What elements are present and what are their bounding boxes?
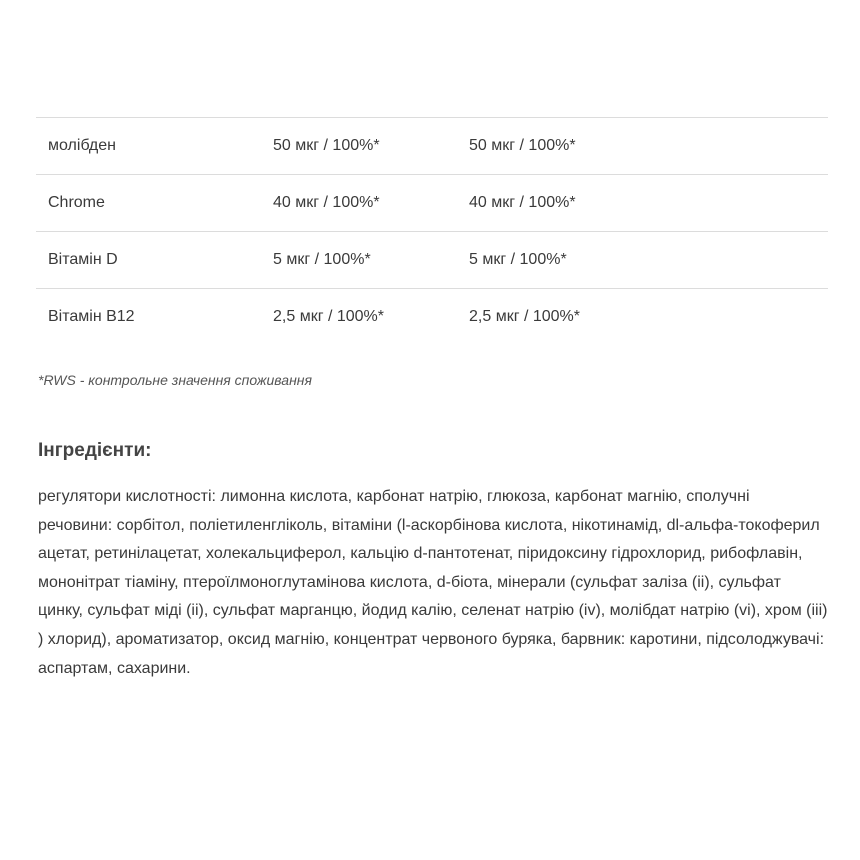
table-row — [36, 232, 828, 289]
nutrient-value: 2,5 мкг / 100%* — [273, 308, 385, 326]
nutrient-name: молібден — [48, 137, 116, 154]
table-row — [36, 289, 828, 346]
nutrient-value: 40 мкг / 100%* — [469, 194, 576, 211]
nutrient-name: Вітамін B12 — [48, 308, 135, 326]
table-row — [36, 175, 828, 232]
nutrient-value: 50 мкг / 100%* — [273, 137, 380, 154]
table-row — [36, 118, 828, 175]
ingredients-heading: Інгредієнти: — [38, 440, 152, 461]
rws-footnote: *RWS - контрольне значення споживання — [38, 372, 312, 388]
nutrient-value: 40 мкг / 100%* — [273, 194, 380, 211]
nutrient-value: 5 мкг / 100%* — [469, 251, 567, 268]
nutrition-table — [36, 117, 828, 346]
nutrient-name: Chrome — [48, 194, 105, 211]
nutrient-name: Вітамін D — [48, 251, 118, 268]
nutrient-value: 5 мкг / 100%* — [273, 251, 371, 268]
ingredients-text: регулятори кислотності: лимонна кислота, карбонат натрію, глюкоза, карбонат магнію, сполучні речовини: сорбітол, поліетиленгліколь, вітаміни (l-аскорбінова кислота, нікотинамід, dl-альфа-токоферил ацетат, ретинілацетат, холекальциферол, кальцію d-пантотенат, піридоксину гідрохлорид, рибофлавін, мононітрат тіаміну, птероїлмоноглутамінова кислота, d-біота, мінерали (сульфат заліза (ii), сульфат цинку, сульфат міді (ii), сульфат марганцю, йодид калію, селенат натрію (iv), молібдат натрію (vi), хром (iii) ) хлорид), ароматизатор, оксид магнію, концентрат червоного буряка, барвник: каротини, підсолоджувачі: аспартам, сахарини. — [38, 488, 828, 677]
nutrient-value: 2,5 мкг / 100%* — [469, 308, 581, 326]
nutrient-value: 50 мкг / 100%* — [469, 137, 576, 154]
